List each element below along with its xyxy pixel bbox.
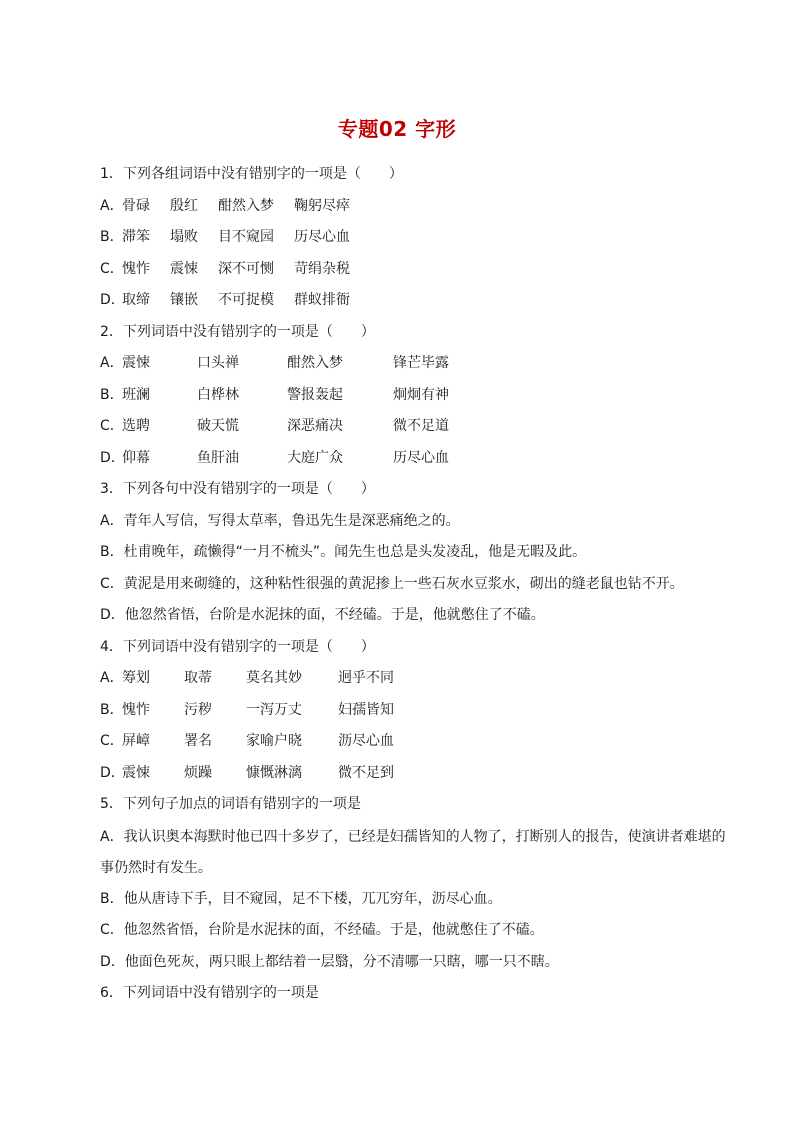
option-word: 历尽心血 [393, 449, 449, 466]
option-word: 微不足道 [393, 418, 449, 434]
option-label: D． [100, 449, 125, 466]
option-word: 鱼肝油 [197, 449, 239, 466]
question-4-option-d [100, 759, 728, 791]
question-5-option-c: C．他忽然省悟，台阶是水泥抹的面，不经磕。于是，他就憋住了不磕。 [100, 922, 544, 938]
option-word: 屏嶂 [122, 733, 150, 749]
option-word: 苛绢杂税 [294, 260, 350, 277]
option-word: 白桦林 [197, 386, 239, 403]
option-word: 微不足到 [338, 764, 394, 781]
option-word: 酣然入梦 [287, 355, 343, 371]
option-word: 署名 [184, 733, 212, 749]
option-word: 沥尽心血 [338, 733, 394, 749]
option-label: D． [100, 764, 125, 781]
option-word: 一泻万丈 [246, 701, 302, 718]
page-title: 专题02 字形 [337, 117, 457, 141]
option-word: 烦躁 [184, 764, 212, 781]
option-word: 目不窥园 [218, 229, 274, 245]
option-word: 深恶痛决 [287, 418, 343, 434]
option-word: 取缔 [122, 292, 150, 308]
option-word: 仰幕 [122, 449, 150, 466]
option-word: 口头禅 [197, 355, 239, 371]
option-word: 污秽 [184, 701, 212, 718]
question-1-option-a [100, 192, 728, 224]
question-4-option-c [100, 727, 728, 759]
option-word: 骨碌 [122, 197, 150, 214]
option-word: 鞠躬尽瘁 [294, 197, 350, 214]
question-3-option-d: D．他忽然省悟，台阶是水泥抹的面，不经磕。于是，他就憋住了不磕。 [100, 607, 545, 623]
option-word: 群蚁排衙 [294, 292, 350, 308]
option-word: 塌败 [170, 229, 198, 245]
question-3-stem: 3．下列各句中没有错别字的一项是（ ） [100, 481, 375, 497]
question-1-option-b [100, 223, 728, 255]
option-label: D． [100, 292, 125, 308]
question-1-stem: 1．下列各组词语中没有错别字的一项是（ ） [100, 166, 403, 182]
question-5-option-b: B．他从唐诗下手，目不窥园，足不下楼，兀兀穷年，沥尽心血。 [100, 890, 502, 907]
option-word: 深不可恻 [218, 260, 274, 277]
option-word: 家喻户晓 [246, 733, 302, 749]
option-word: 破天慌 [197, 418, 239, 434]
question-2-option-a [100, 349, 728, 381]
question-4-option-a [100, 664, 728, 696]
option-label: B． [100, 229, 124, 245]
option-word: 炯炯有神 [393, 386, 449, 403]
question-5-option-a: A．我认识奥本海默时他已四十多岁了，已经是妇孺皆知的人物了，打断别人的报告，使演讲者难堪的事仍然时有发生。 [100, 828, 726, 876]
option-label: A． [100, 355, 124, 371]
question-3-option-c: C．黄泥是用来砌缝的，这种粘性很强的黄泥掺上一些石灰水豆浆水，砌出的缝老鼠也钻不开。 [100, 575, 684, 592]
question-5-option-d: D．他面色死灰，两只眼上都结着一层翳，分不清哪一只瞎，哪一只不瞎。 [100, 953, 559, 970]
option-word: 大庭广众 [287, 449, 343, 466]
option-label: C． [100, 733, 124, 749]
question-5-stem: 5．下列句子加点的词语有错别字的一项是 [100, 796, 361, 812]
option-word: 警报轰起 [287, 386, 343, 403]
option-word: 震悚 [170, 260, 198, 277]
question-4-stem: 4．下列词语中没有错别字的一项是（ ） [100, 638, 375, 655]
option-word: 震悚 [122, 355, 150, 371]
option-word: 迥乎不同 [338, 670, 394, 686]
option-word: 班澜 [122, 386, 150, 403]
option-word: 筹划 [122, 670, 150, 686]
option-word: 不可捉模 [218, 292, 274, 308]
option-word: 莫名其妙 [246, 670, 302, 686]
option-word: 妇孺皆知 [338, 701, 394, 718]
option-label: B． [100, 386, 124, 403]
question-list [100, 160, 728, 1011]
question-2-option-c [100, 412, 728, 444]
question-4-option-b [100, 696, 728, 728]
question-1-option-d [100, 286, 728, 318]
option-word: 愧怍 [122, 260, 150, 277]
question-2-option-b [100, 381, 728, 413]
question-3-option-b: B．杜甫晚年，疏懒得“一月不梳头”。闻先生也总是头发凌乱，他是无暇及此。 [100, 544, 587, 560]
question-1-option-c [100, 255, 728, 287]
option-word: 滞笨 [122, 229, 150, 245]
option-word: 慷慨淋漓 [246, 764, 302, 781]
option-label: B． [100, 701, 124, 718]
question-3-option-a: A．青年人写信，写得太草率，鲁迅先生是深恶痛绝之的。 [100, 512, 460, 529]
option-word: 愧怍 [122, 701, 150, 718]
question-2-option-d [100, 444, 728, 476]
question-6-stem: 6．下列词语中没有错别字的一项是 [100, 985, 319, 1001]
option-label: A． [100, 197, 124, 214]
option-label: A． [100, 670, 124, 686]
option-label: C． [100, 260, 124, 277]
option-word: 历尽心血 [294, 229, 350, 245]
option-word: 震悚 [122, 764, 150, 781]
question-2-stem: 2．下列词语中没有错别字的一项是（ ） [100, 323, 375, 340]
option-word: 酣然入梦 [218, 197, 274, 214]
option-word: 镶嵌 [170, 292, 198, 308]
option-label: C． [100, 418, 124, 434]
option-word: 殷红 [170, 197, 198, 214]
option-word: 锋芒毕露 [393, 355, 449, 371]
option-word: 取蒂 [184, 670, 212, 686]
option-word: 选聘 [122, 418, 150, 434]
